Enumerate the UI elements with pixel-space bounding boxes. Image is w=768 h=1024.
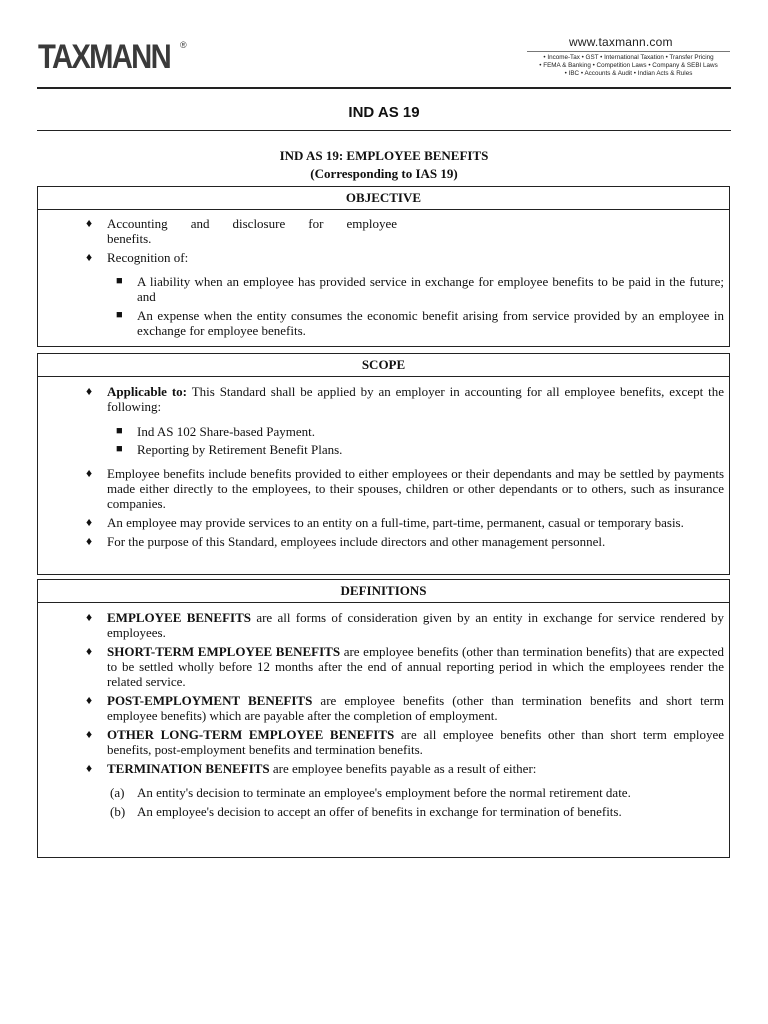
list-item bbox=[38, 216, 729, 246]
document-title: IND AS 19 bbox=[348, 104, 420, 121]
list-item bbox=[38, 442, 729, 457]
scope-box bbox=[37, 353, 730, 575]
list-item bbox=[38, 610, 729, 640]
taxmann-logo: TAXMANN bbox=[38, 38, 170, 76]
objective-sub-2: An expense when the entity consumes the economic benefit arising from service provided by an employee in exchange for employee benefits. bbox=[137, 308, 724, 338]
square-bullet-icon: ■ bbox=[116, 443, 123, 455]
services-line-3: • IBC • Accounts & Audit • Indian Acts & Rules bbox=[564, 70, 693, 77]
scope-sub-2: Reporting by Retirement Benefit Plans. bbox=[137, 442, 343, 457]
services-line-2: • FEMA & Banking • Competition Laws • Company & SEBI Laws bbox=[539, 62, 718, 69]
objective-item-1-line-2: benefits. bbox=[107, 231, 152, 246]
standard-subtitle: IND AS 19: EMPLOYEE BENEFITS bbox=[279, 148, 489, 163]
list-item bbox=[38, 644, 729, 689]
scope-item-1-label: Applicable to: bbox=[107, 384, 188, 399]
definition-text: are employee benefits (other than termination benefits and short term employee benefits) which are payable after the completion of employment. bbox=[107, 693, 724, 723]
list-marker: (b) bbox=[110, 804, 126, 819]
list-item bbox=[38, 693, 729, 723]
scope-heading: SCOPE bbox=[38, 354, 729, 377]
definition-term: TERMINATION BENEFITS bbox=[107, 761, 270, 776]
diamond-bullet-icon: ♦ bbox=[86, 761, 93, 775]
square-bullet-icon: ■ bbox=[116, 425, 123, 437]
square-bullet-icon: ■ bbox=[116, 309, 123, 321]
objective-item-2: Recognition of: bbox=[107, 250, 189, 265]
list-item bbox=[38, 250, 729, 265]
definition-term: POST-EMPLOYMENT BENEFITS bbox=[107, 693, 313, 708]
services-divider bbox=[527, 51, 730, 52]
scope-item-1-text: This Standard shall be applied by an employer in accounting for all employee benefits, except the following: bbox=[107, 384, 724, 414]
list-item bbox=[38, 727, 729, 757]
header-rule bbox=[37, 87, 731, 89]
list-item bbox=[38, 384, 729, 414]
list-item bbox=[38, 424, 729, 439]
scope-sub-1: Ind AS 102 Share-based Payment. bbox=[137, 424, 316, 439]
definition-text: are all forms of consideration given by an entity in exchange for service rendered by employees. bbox=[107, 610, 724, 640]
objective-list bbox=[38, 210, 729, 338]
diamond-bullet-icon: ♦ bbox=[86, 384, 93, 398]
definition-sub-b: An employee's decision to accept an offer of benefits in exchange for termination of benefits. bbox=[137, 804, 622, 819]
list-item bbox=[38, 785, 729, 800]
definition-term: SHORT-TERM EMPLOYEE BENEFITS bbox=[107, 644, 341, 659]
objective-box bbox=[37, 186, 730, 347]
corresponding-note: (Corresponding to IAS 19) bbox=[310, 166, 458, 181]
definition-term: OTHER LONG-TERM EMPLOYEE BENEFITS bbox=[107, 727, 395, 742]
diamond-bullet-icon: ♦ bbox=[86, 693, 93, 707]
objective-heading: OBJECTIVE bbox=[38, 187, 729, 210]
diamond-bullet-icon: ♦ bbox=[86, 515, 93, 529]
list-item bbox=[38, 534, 729, 549]
diamond-bullet-icon: ♦ bbox=[86, 727, 93, 741]
list-item bbox=[38, 308, 729, 338]
list-item bbox=[38, 761, 729, 776]
scope-list bbox=[38, 377, 729, 549]
diamond-bullet-icon: ♦ bbox=[86, 216, 93, 230]
diamond-bullet-icon: ♦ bbox=[86, 644, 93, 658]
definitions-box bbox=[37, 579, 730, 858]
diamond-bullet-icon: ♦ bbox=[86, 466, 93, 480]
definitions-list bbox=[38, 603, 729, 819]
definition-text: are employee benefits (other than termination benefits) that are expected to be settled wholly before 12 months after the end of annual reporting period in which the employees render the related service. bbox=[107, 644, 725, 689]
list-item bbox=[38, 274, 729, 304]
list-item bbox=[38, 804, 729, 819]
definitions-heading: DEFINITIONS bbox=[38, 580, 729, 603]
scope-item-3: An employee may provide services to an entity on a full-time, part-time, permanent, casual or temporary basis. bbox=[107, 515, 684, 530]
list-marker: (a) bbox=[110, 785, 125, 800]
services-line-1: • Income-Tax • GST • International Taxation • Transfer Pricing bbox=[543, 54, 714, 61]
title-rule bbox=[37, 130, 731, 131]
objective-sub-1: A liability when an employee has provided service in exchange for employee benefits to be paid in the future; and bbox=[137, 274, 724, 304]
square-bullet-icon: ■ bbox=[116, 275, 123, 287]
registered-mark: ® bbox=[180, 40, 187, 50]
list-item bbox=[38, 466, 729, 511]
diamond-bullet-icon: ♦ bbox=[86, 250, 93, 264]
list-item bbox=[38, 515, 729, 530]
definition-text: are employee benefits payable as a result of either: bbox=[272, 761, 537, 776]
definition-sub-a: An entity's decision to terminate an employee's employment before the normal retirement date. bbox=[137, 785, 631, 800]
scope-item-4: For the purpose of this Standard, employees include directors and other management personnel. bbox=[107, 534, 606, 549]
diamond-bullet-icon: ♦ bbox=[86, 610, 93, 624]
definition-text: are all employee benefits other than short term employee benefits, post-employment benefits and termination benefits. bbox=[107, 727, 725, 757]
objective-item-1-line-1: Accounting and disclosure for employee bbox=[107, 216, 397, 231]
website-url: www.taxmann.com bbox=[569, 35, 673, 49]
diamond-bullet-icon: ♦ bbox=[86, 534, 93, 548]
scope-item-2: Employee benefits include benefits provided to either employees or their dependants and may be settled by payments made either directly to the employees, to their spouses, children or other dependants or to others, such as insurance companies. bbox=[107, 466, 724, 511]
definition-term: EMPLOYEE BENEFITS bbox=[107, 610, 251, 625]
